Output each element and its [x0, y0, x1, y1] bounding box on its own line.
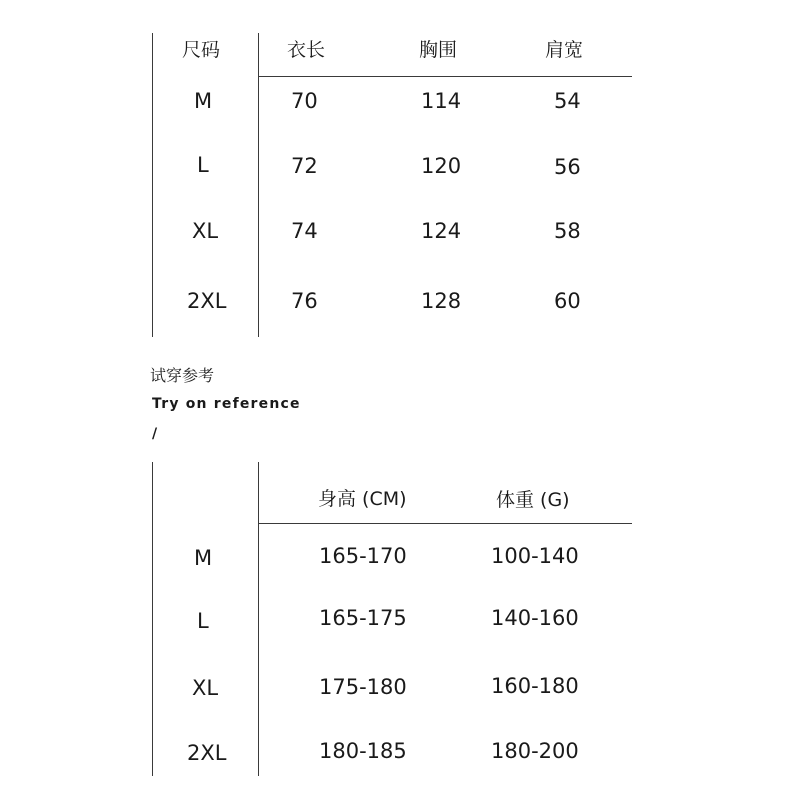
- fit-table-cell: 180-200: [491, 739, 579, 763]
- size-table-cell: 128: [421, 289, 462, 313]
- size-table-header-divider: [258, 76, 632, 77]
- size-table-cell: 124: [421, 219, 462, 243]
- fit-table-cell: 100-140: [491, 544, 579, 568]
- size-table-cell: 120: [421, 154, 462, 178]
- size-table-header-shoulder: 肩宽: [545, 39, 584, 61]
- fit-table-header-height: 身高 (CM): [318, 488, 407, 510]
- fit-table-cell: L: [197, 609, 209, 633]
- fit-table-cell: 2XL: [187, 741, 227, 765]
- size-table-left-border: [152, 33, 153, 337]
- fit-table-cell: M: [194, 546, 213, 570]
- size-table-header-chest: 胸围: [419, 39, 458, 61]
- fit-table-cell: 160-180: [491, 674, 579, 698]
- size-table-cell: 2XL: [187, 289, 227, 313]
- size-table-cell: 72: [291, 154, 318, 178]
- fit-table-left-border: [152, 462, 153, 776]
- size-table-cell: 60: [554, 289, 581, 313]
- size-table-cell: 76: [291, 289, 318, 313]
- size-table-cell: 58: [554, 219, 581, 243]
- size-table-cell: XL: [192, 219, 219, 243]
- fit-table-column-divider: [258, 462, 259, 776]
- fit-table-cell: 180-185: [319, 739, 407, 763]
- fit-table-cell: XL: [192, 676, 219, 700]
- size-table-cell: 70: [291, 89, 318, 113]
- fit-table-cell: 165-175: [319, 606, 407, 630]
- size-table-cell: 54: [554, 89, 581, 113]
- size-table-cell: M: [194, 89, 213, 113]
- fit-table-cell: 165-170: [319, 544, 407, 568]
- size-table-cell: 56: [554, 155, 581, 179]
- size-table-cell: L: [197, 153, 209, 177]
- fit-table-header-divider: [258, 523, 632, 524]
- reference-title-cn: 试穿参考: [150, 366, 215, 385]
- fit-table-cell: 140-160: [491, 606, 579, 630]
- size-table-cell: 114: [421, 89, 462, 113]
- size-table-header-size: 尺码: [182, 39, 221, 61]
- fit-table-header-weight: 体重 (G): [496, 489, 570, 511]
- size-table-column-divider: [258, 33, 259, 337]
- size-table-cell: 74: [291, 219, 318, 243]
- reference-separator: /: [152, 426, 158, 442]
- size-table-header-length: 衣长: [287, 39, 326, 61]
- fit-table-cell: 175-180: [319, 675, 407, 699]
- reference-title-en: Try on reference: [152, 396, 301, 412]
